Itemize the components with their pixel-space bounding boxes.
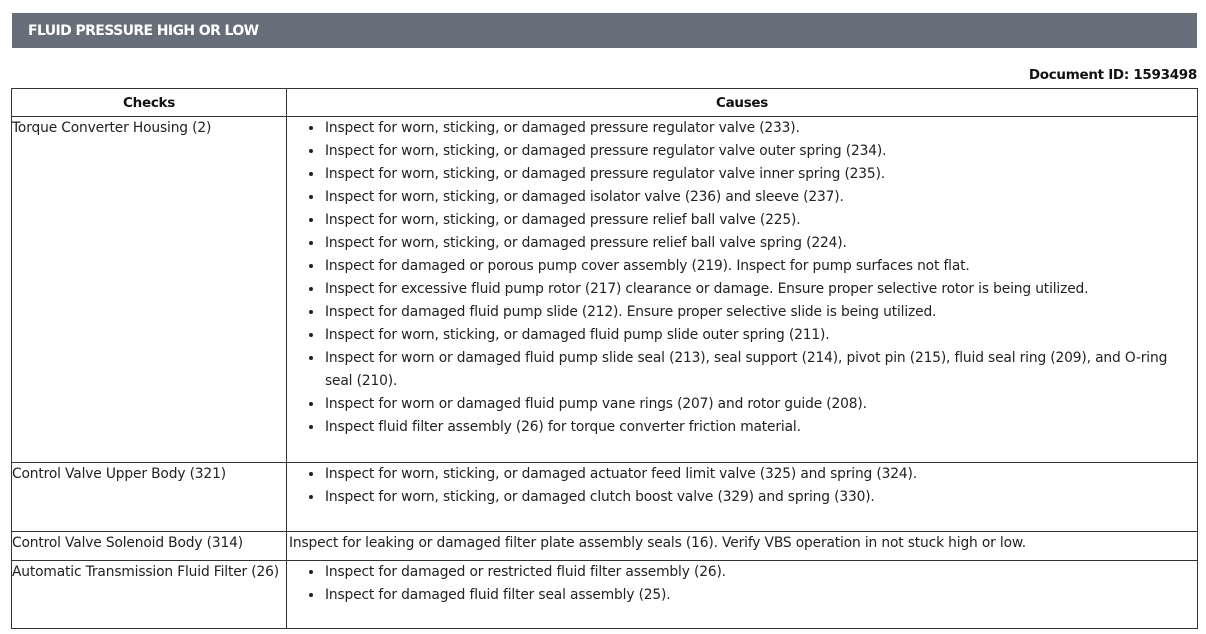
- cause-item: • Inspect for worn, sticking, or damaged clutch boost valve (329) and spring (330).: [324, 486, 1197, 509]
- check-cell: Automatic Transmission Fluid Filter (26): [12, 561, 287, 629]
- cause-item: • Inspect for worn, sticking, or damaged actuator feed limit valve (325) and spring (324).: [324, 463, 1197, 486]
- column-header-checks: Checks: [12, 89, 287, 117]
- cause-item: • Inspect for worn, sticking, or damaged pressure regulator valve inner spring (235).: [324, 163, 1197, 186]
- causes-cell: [287, 532, 1198, 561]
- cause-item: • Inspect for worn or damaged fluid pump vane rings (207) and rotor guide (208).: [324, 393, 1197, 416]
- section-header: [12, 13, 1197, 48]
- causes-cell: [287, 463, 1198, 532]
- cause-text: Inspect for leaking or damaged filter plate assembly seals (16). Verify VBS operation in not stuck high or low.: [289, 535, 1027, 551]
- check-cell: Control Valve Upper Body (321): [12, 463, 287, 532]
- table-row: [12, 117, 1198, 463]
- cause-item: • Inspect for damaged fluid filter seal assembly (25).: [324, 584, 1197, 607]
- check-cell: Torque Converter Housing (2): [12, 117, 287, 463]
- cause-item: • Inspect for worn, sticking, or damaged isolator valve (236) and sleeve (237).: [324, 186, 1197, 209]
- cause-item: • Inspect fluid filter assembly (26) for torque converter friction material.: [324, 416, 1197, 439]
- cause-item: • Inspect for damaged fluid pump slide (212). Ensure proper selective slide is being utilized.: [324, 301, 1197, 324]
- cause-item: • Inspect for damaged or restricted fluid filter assembly (26).: [324, 561, 1197, 584]
- table-header-row: [12, 89, 1198, 117]
- causes-cell: [287, 117, 1198, 463]
- table-row: [12, 532, 1198, 561]
- causes-list: [287, 117, 1197, 439]
- section-title: FLUID PRESSURE HIGH OR LOW: [28, 22, 259, 39]
- checks-causes-table: [11, 88, 1198, 629]
- cause-item: • Inspect for worn or damaged fluid pump slide seal (213), seal support (214), pivot pin (215), fluid seal ring (209), and O-ring seal (210).: [324, 347, 1197, 393]
- cause-item: • Inspect for excessive fluid pump rotor (217) clearance or damage. Ensure proper selective rotor is being utilized.: [324, 278, 1197, 301]
- causes-cell: [287, 561, 1198, 629]
- cause-item: • Inspect for damaged or porous pump cover assembly (219). Inspect for pump surfaces not flat.: [324, 255, 1197, 278]
- table-row: [12, 561, 1198, 629]
- table-row: [12, 463, 1198, 532]
- cause-item: • Inspect for worn, sticking, or damaged pressure regulator valve outer spring (234).: [324, 140, 1197, 163]
- causes-list: [287, 463, 1197, 509]
- check-cell: Control Valve Solenoid Body (314): [12, 532, 287, 561]
- cause-item: • Inspect for worn, sticking, or damaged pressure relief ball valve spring (224).: [324, 232, 1197, 255]
- cause-item: • Inspect for worn, sticking, or damaged pressure regulator valve (233).: [324, 117, 1197, 140]
- cause-item: • Inspect for worn, sticking, or damaged fluid pump slide outer spring (211).: [324, 324, 1197, 347]
- cause-item: • Inspect for worn, sticking, or damaged pressure relief ball valve (225).: [324, 209, 1197, 232]
- causes-list: [287, 561, 1197, 607]
- column-header-causes: Causes: [287, 89, 1198, 117]
- document-id: Document ID: 1593498: [1028, 67, 1197, 83]
